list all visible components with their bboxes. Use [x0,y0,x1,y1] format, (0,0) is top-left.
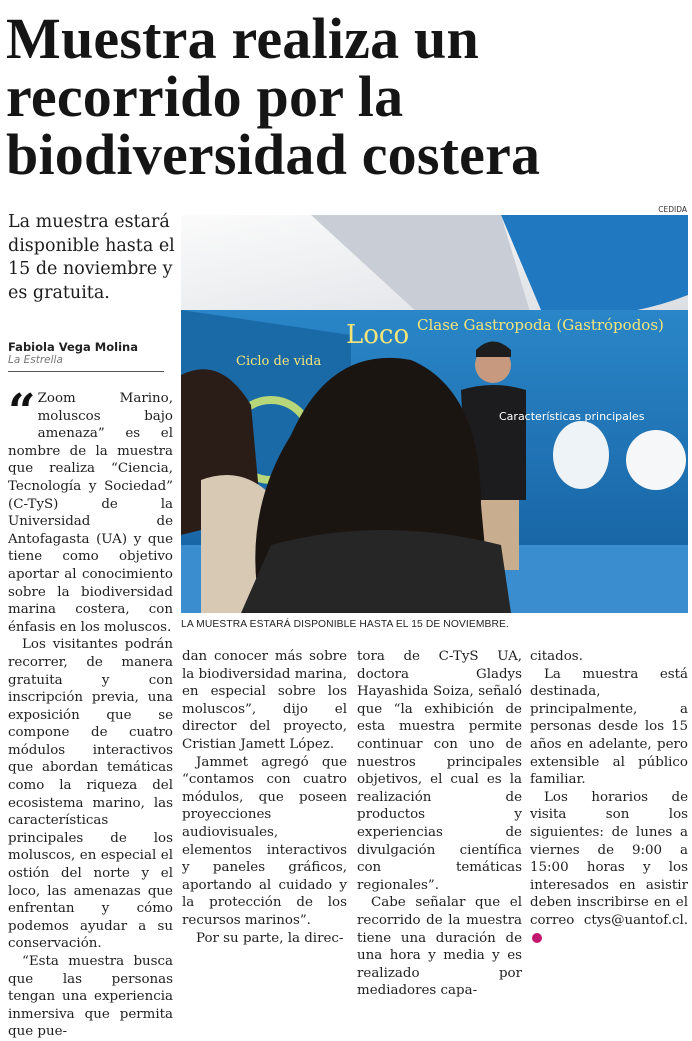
paragraph: “Esta muestra busca que las personas tengan una experiencia inmersiva que permita que pue- [8,954,173,1040]
photo-sign-text: Loco [346,320,410,350]
article-column-4 [530,648,688,947]
headline-line: Muestra realiza un [6,6,479,71]
article-column-1 [8,384,173,1041]
photo-sign-text: Ciclo de vida [236,354,322,369]
drop-quote-icon: “ [8,384,36,440]
article-column-3 [357,648,522,1000]
paragraph: dan conocer más sobre la biodiversidad marina, en especial sobre los moluscos”, dijo el director del proyecto, Cristian Jamett López. [182,649,347,752]
paragraph: tora de C-TyS UA, doctora Gladys Hayashida Soiza, señaló que “la exhibición de esta muestra permite continuar con uno de nuestros principales objetivos, el cual es la realización de productos y experiencias de divulgación científica con temáticas regionales”. [357,649,522,893]
paragraph-text: Los horarios de visita son los siguientes: de lunes a viernes de 9:00 a 15:00 horas y los interesados en asistir deben inscribirse en el correo ctys@uantof.cl. [530,789,688,928]
photo-sign-text: Clase Gastropoda (Gastrópodos) [417,316,664,334]
paragraph: La muestra está destinada, principalmente, a personas desde los 15 años en adelante, pero extensible al público familiar. [530,666,688,788]
paragraph: citados. [530,649,583,664]
divider [8,371,164,372]
subhead: La muestra estará disponible hasta el 15 de noviembre y es gratuita. [8,212,175,303]
headline-line: recorrido por la [6,64,404,129]
end-mark-icon: ✪ [532,933,542,943]
paragraph: Por su parte, la direc- [196,930,344,946]
photo-caption: LA MUESTRA ESTARÁ DISPONIBLE HASTA EL 15 DE NOVIEMBRE. [181,619,509,630]
photo-illustration [181,215,688,613]
article-photo [181,215,688,613]
paragraph: Cabe señalar que el recorrido de la muestra tiene una duración de una hora y media y es realizado por mediadores capa- [357,895,522,999]
headline [6,6,692,187]
headline-line: biodiversidad costera [6,122,541,187]
author-byline: Fabiola Vega Molina [8,340,138,354]
photo-sign-text: Características principales [499,410,645,423]
article-column-2 [182,648,347,947]
paragraph: Los visitantes podrán recorrer, de manera gratuita y con inscripción previa, una exposición que se compone de cuatro módulos interactivos que abordan temáticas como la riqueza del ecosistema marino, las características principales de los moluscos, en especial el ostión del norte y el loco, las amenazas que enfrentan y cómo podemos ayudar a su conservación. [8,637,173,952]
photo-credit: CEDIDA [658,205,687,214]
paragraph [530,789,688,947]
paragraph: Jammet agregó que “contamos con cuatro módulos, que poseen proyecciones audiovisuales, elementos interactivos y paneles gráficos, aportando al cuidado y la protección de los recursos marinos”. [182,754,347,928]
publication-source: La Estrella [8,354,63,366]
paragraph: Zoom Marino, moluscos bajo amenaza” es el nombre de la muestra que realiza “Ciencia, Tecnología y Sociedad” (C-TyS) de la Universidad de Antofagasta (UA) y que tiene como objetivo aportar al conocimiento sobre la biodiversidad marina costera, con énfasis en los moluscos. [8,391,173,635]
